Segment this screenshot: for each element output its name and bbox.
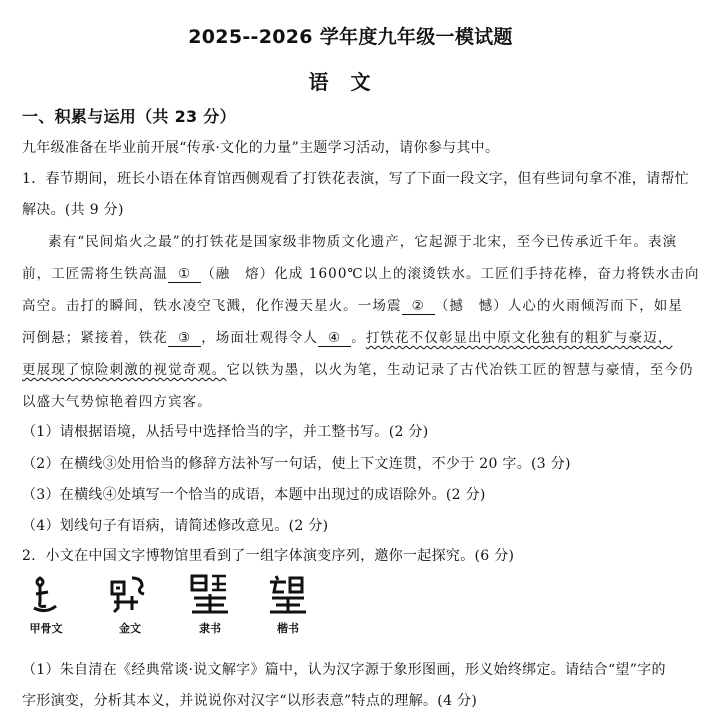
question-1-sub-3: （3）在横线④处填写一个恰当的成语，本题中出现过的成语除外。(2 分) bbox=[22, 487, 486, 503]
underlined-sentence: 更展现了惊险刺激的视觉奇观。 bbox=[22, 362, 227, 378]
glyph-regular bbox=[258, 572, 318, 652]
passage-line: 以盛大气势惊艳着四方宾客。 bbox=[22, 394, 212, 410]
glyph-bronze bbox=[100, 572, 160, 652]
blank-4 bbox=[318, 330, 351, 347]
glyph-oracle-bone bbox=[16, 572, 76, 652]
passage-line bbox=[22, 294, 683, 315]
blank-number: ④ bbox=[328, 330, 342, 346]
glyph-label: 楷书 bbox=[277, 622, 299, 635]
passage-line: 素有“民间焰火之最”的打铁花是国家级非物质文化遗产，它起源于北宋，至今已传承近千年。表演 bbox=[48, 234, 678, 250]
question-1-stem: 1．春节期间，班长小语在体育馆西侧观看了打铁花表演，写了下面一段文字，但有些词句拿不准，请帮忙 bbox=[22, 171, 690, 187]
question-1-sub-1: （1）请根据语境，从括号中选择恰当的字，并工整书写。(2 分) bbox=[22, 424, 429, 440]
question-1-sub-2: （2）在横线③处用恰当的修辞方法补写一句话，使上下文连贯，不少于 20 字。(3 分) bbox=[22, 456, 571, 472]
oracle-bone-glyph-icon bbox=[26, 572, 66, 616]
passage-text: （融 熔）化成 1600℃以上的滚烫铁水。工匠们手持花棒，奋力将铁水击向 bbox=[201, 266, 700, 282]
glyph-label: 金文 bbox=[119, 622, 141, 635]
bronze-glyph-icon bbox=[108, 572, 152, 616]
subject-title: 语文 bbox=[308, 70, 393, 94]
question-2-sub-1: （1）朱自清在《经典常谈·说文解字》篇中，认为汉字源于象形图画，形义始终绑定。请结合“望”字的 bbox=[22, 662, 666, 678]
section-intro: 九年级准备在毕业前开展“传承·文化的力量”主题学习活动，请你参与其中。 bbox=[22, 140, 500, 156]
passage-text: 。 bbox=[351, 330, 366, 346]
passage-text: 前，工匠需将生铁高温 bbox=[22, 266, 168, 282]
section-heading: 一、积累与运用（共 23 分） bbox=[22, 107, 236, 126]
glyph-label: 隶书 bbox=[199, 622, 221, 635]
blank-3 bbox=[168, 330, 201, 347]
passage-text: 它以铁为墨，以火为笔，生动记录了古代冶铁工匠的智慧与豪情，至今仍 bbox=[226, 362, 694, 378]
glyph-label: 甲骨文 bbox=[29, 622, 63, 635]
question-2-sub-1-cont: 字形演变，分析其本义，并说说你对汉字“以形表意”特点的理解。(4 分) bbox=[22, 693, 478, 709]
question-1-stem-cont: 解决。(共 9 分) bbox=[22, 202, 124, 218]
blank-1 bbox=[168, 266, 201, 283]
passage-text: （撼 憾）人心的火雨倾泻而下，如星 bbox=[434, 298, 684, 314]
passage-line bbox=[22, 326, 672, 347]
passage-line bbox=[22, 358, 694, 378]
question-1-sub-4: （4）划线句子有语病，请简述修改意见。(2 分) bbox=[22, 518, 329, 534]
blank-number: ① bbox=[178, 266, 192, 282]
regular-glyph-icon bbox=[266, 572, 310, 616]
blank-2 bbox=[402, 298, 435, 315]
glyph-clerical bbox=[180, 572, 240, 652]
passage-text: 河倒悬；紧接着，铁花 bbox=[22, 330, 168, 346]
passage-text: ，场面壮观得令人 bbox=[201, 330, 319, 346]
blank-number: ③ bbox=[178, 330, 192, 346]
exam-title: 2025--2026 学年度九年级一模试题 bbox=[188, 26, 513, 48]
question-2-stem: 2．小文在中国文字博物馆里看到了一组字体演变序列，邀你一起探究。(6 分) bbox=[22, 548, 515, 564]
underlined-sentence: 打铁花不仅彰显出中原文化独有的粗犷与豪迈， bbox=[365, 330, 673, 346]
passage-text: 高空。击打的瞬间，铁水凌空飞溅，化作漫天星火。一场震 bbox=[22, 298, 402, 314]
clerical-glyph-icon bbox=[188, 572, 232, 616]
blank-number: ② bbox=[411, 298, 425, 314]
passage-line bbox=[22, 262, 700, 283]
